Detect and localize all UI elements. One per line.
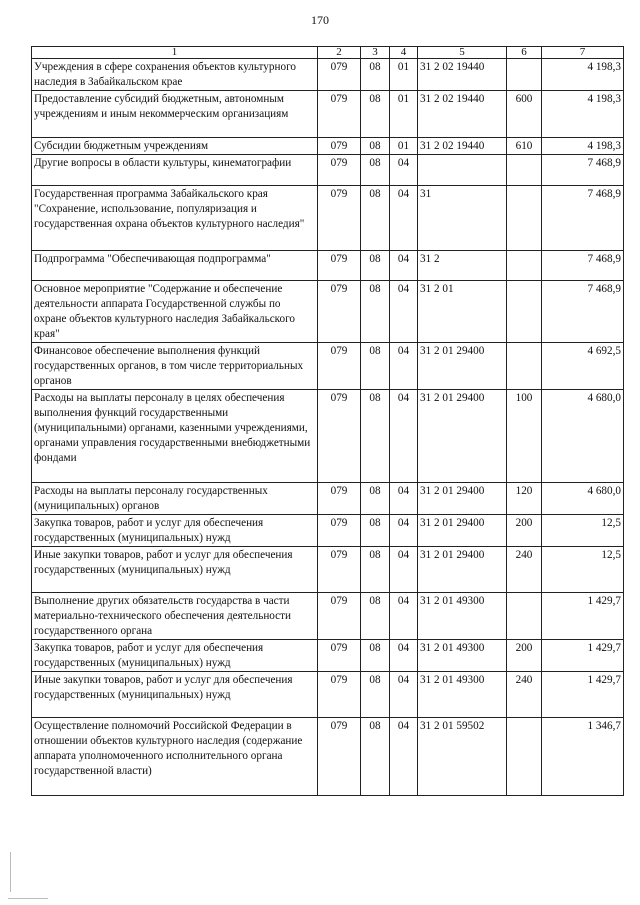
row-expense-type bbox=[507, 281, 542, 343]
row-amount: 1 429,7 bbox=[542, 593, 624, 640]
row-expense-type bbox=[507, 186, 542, 251]
row-name: Расходы на выплаты персоналу государственных (муниципальных) органов bbox=[32, 483, 318, 515]
row-grbs: 079 bbox=[318, 672, 361, 718]
table-row bbox=[32, 91, 624, 138]
row-target-article: 31 2 01 59502 bbox=[418, 718, 507, 796]
row-target-article: 31 2 01 bbox=[418, 281, 507, 343]
header-col-7: 7 bbox=[542, 47, 624, 59]
row-target-article: 31 2 02 19440 bbox=[418, 138, 507, 155]
row-amount: 4 198,3 bbox=[542, 59, 624, 91]
table-row bbox=[32, 515, 624, 547]
row-target-article: 31 2 01 29400 bbox=[418, 483, 507, 515]
row-subsection: 04 bbox=[390, 718, 418, 796]
row-grbs: 079 bbox=[318, 251, 361, 281]
table-row bbox=[32, 155, 624, 186]
row-subsection: 04 bbox=[390, 483, 418, 515]
row-expense-type bbox=[507, 251, 542, 281]
row-target-article: 31 2 01 29400 bbox=[418, 547, 507, 593]
row-subsection: 04 bbox=[390, 343, 418, 390]
row-grbs: 079 bbox=[318, 281, 361, 343]
row-amount: 4 692,5 bbox=[542, 343, 624, 390]
header-col-6: 6 bbox=[507, 47, 542, 59]
row-amount: 12,5 bbox=[542, 547, 624, 593]
row-name: Иные закупки товаров, работ и услуг для обеспечения государственных (муниципальных) нужд bbox=[32, 547, 318, 593]
table-row bbox=[32, 59, 624, 91]
row-grbs: 079 bbox=[318, 718, 361, 796]
row-section: 08 bbox=[361, 640, 390, 672]
row-name: Предоставление субсидий бюджетным, автономным учреждениям и иным некоммерческим организациям bbox=[32, 91, 318, 138]
row-amount: 1 429,7 bbox=[542, 640, 624, 672]
page-number: 170 bbox=[311, 13, 329, 27]
row-expense-type bbox=[507, 155, 542, 186]
header-col-5: 5 bbox=[418, 47, 507, 59]
row-section: 08 bbox=[361, 547, 390, 593]
row-grbs: 079 bbox=[318, 640, 361, 672]
row-target-article: 31 2 02 19440 bbox=[418, 59, 507, 91]
row-subsection: 04 bbox=[390, 186, 418, 251]
row-expense-type: 240 bbox=[507, 547, 542, 593]
table-row bbox=[32, 640, 624, 672]
row-grbs: 079 bbox=[318, 155, 361, 186]
header-col-2: 2 bbox=[318, 47, 361, 59]
row-name: Финансовое обеспечение выполнения функций государственных органов, в том числе территориальных органов bbox=[32, 343, 318, 390]
row-expense-type: 120 bbox=[507, 483, 542, 515]
row-target-article: 31 bbox=[418, 186, 507, 251]
row-name: Закупка товаров, работ и услуг для обеспечения государственных (муниципальных) нужд bbox=[32, 515, 318, 547]
row-target-article: 31 2 01 29400 bbox=[418, 343, 507, 390]
row-name: Закупка товаров, работ и услуг для обеспечения государственных (муниципальных) нужд bbox=[32, 640, 318, 672]
header-col-1: 1 bbox=[32, 47, 318, 59]
row-section: 08 bbox=[361, 59, 390, 91]
row-expense-type: 100 bbox=[507, 390, 542, 483]
table-row bbox=[32, 390, 624, 483]
row-target-article: 31 2 01 49300 bbox=[418, 672, 507, 718]
row-amount: 4 198,3 bbox=[542, 91, 624, 138]
row-section: 08 bbox=[361, 343, 390, 390]
row-section: 08 bbox=[361, 390, 390, 483]
row-subsection: 04 bbox=[390, 155, 418, 186]
header-col-4: 4 bbox=[390, 47, 418, 59]
row-subsection: 04 bbox=[390, 547, 418, 593]
row-name: Другие вопросы в области культуры, кинематографии bbox=[32, 155, 318, 186]
row-grbs: 079 bbox=[318, 390, 361, 483]
row-target-article: 31 2 01 49300 bbox=[418, 593, 507, 640]
row-grbs: 079 bbox=[318, 138, 361, 155]
header-row bbox=[32, 47, 624, 59]
row-expense-type bbox=[507, 593, 542, 640]
row-subsection: 01 bbox=[390, 91, 418, 138]
scan-bottom-line bbox=[8, 898, 48, 899]
table-row bbox=[32, 251, 624, 281]
row-subsection: 04 bbox=[390, 390, 418, 483]
row-subsection: 04 bbox=[390, 251, 418, 281]
table-row bbox=[32, 186, 624, 251]
row-expense-type bbox=[507, 718, 542, 796]
row-section: 08 bbox=[361, 281, 390, 343]
row-section: 08 bbox=[361, 515, 390, 547]
row-target-article: 31 2 bbox=[418, 251, 507, 281]
row-section: 08 bbox=[361, 718, 390, 796]
row-subsection: 01 bbox=[390, 59, 418, 91]
table-row bbox=[32, 483, 624, 515]
row-target-article: 31 2 01 49300 bbox=[418, 640, 507, 672]
row-name: Государственная программа Забайкальского края "Сохранение, использование, популяризация и государственная охрана объектов культурного наследия" bbox=[32, 186, 318, 251]
row-expense-type bbox=[507, 59, 542, 91]
row-grbs: 079 bbox=[318, 483, 361, 515]
table-row bbox=[32, 593, 624, 640]
table-row bbox=[32, 281, 624, 343]
row-grbs: 079 bbox=[318, 547, 361, 593]
row-expense-type: 200 bbox=[507, 640, 542, 672]
row-section: 08 bbox=[361, 593, 390, 640]
row-grbs: 079 bbox=[318, 515, 361, 547]
row-amount: 12,5 bbox=[542, 515, 624, 547]
row-amount: 4 680,0 bbox=[542, 483, 624, 515]
row-subsection: 04 bbox=[390, 593, 418, 640]
table-row bbox=[32, 672, 624, 718]
row-target-article bbox=[418, 155, 507, 186]
scan-margin-line bbox=[10, 852, 11, 892]
row-name: Учреждения в сфере сохранения объектов культурного наследия в Забайкальском крае bbox=[32, 59, 318, 91]
row-name: Выполнение других обязательств государства в части материально-технического обеспечения деятельности государственного органа bbox=[32, 593, 318, 640]
row-expense-type: 240 bbox=[507, 672, 542, 718]
row-grbs: 079 bbox=[318, 59, 361, 91]
row-section: 08 bbox=[361, 186, 390, 251]
row-grbs: 079 bbox=[318, 186, 361, 251]
table-row bbox=[32, 547, 624, 593]
row-subsection: 04 bbox=[390, 281, 418, 343]
row-section: 08 bbox=[361, 251, 390, 281]
row-subsection: 04 bbox=[390, 640, 418, 672]
row-expense-type bbox=[507, 343, 542, 390]
table-row bbox=[32, 138, 624, 155]
row-amount: 7 468,9 bbox=[542, 155, 624, 186]
row-subsection: 01 bbox=[390, 138, 418, 155]
row-amount: 4 680,0 bbox=[542, 390, 624, 483]
header-col-3: 3 bbox=[361, 47, 390, 59]
row-grbs: 079 bbox=[318, 91, 361, 138]
row-expense-type: 600 bbox=[507, 91, 542, 138]
row-target-article: 31 2 01 29400 bbox=[418, 390, 507, 483]
row-name: Субсидии бюджетным учреждениям bbox=[32, 138, 318, 155]
row-section: 08 bbox=[361, 483, 390, 515]
row-name: Подпрограмма "Обеспечивающая подпрограмма" bbox=[32, 251, 318, 281]
row-section: 08 bbox=[361, 138, 390, 155]
row-amount: 7 468,9 bbox=[542, 251, 624, 281]
row-name: Осуществление полномочий Российской Федерации в отношении объектов культурного наследия (содержание аппарата уполномоченного исполнительного органа государственной власти) bbox=[32, 718, 318, 796]
row-grbs: 079 bbox=[318, 593, 361, 640]
row-amount: 1 346,7 bbox=[542, 718, 624, 796]
row-expense-type: 610 bbox=[507, 138, 542, 155]
budget-table bbox=[31, 46, 624, 796]
table-row bbox=[32, 718, 624, 796]
table-row bbox=[32, 343, 624, 390]
row-grbs: 079 bbox=[318, 343, 361, 390]
row-section: 08 bbox=[361, 672, 390, 718]
row-amount: 1 429,7 bbox=[542, 672, 624, 718]
row-subsection: 04 bbox=[390, 672, 418, 718]
row-section: 08 bbox=[361, 91, 390, 138]
row-subsection: 04 bbox=[390, 515, 418, 547]
row-amount: 7 468,9 bbox=[542, 186, 624, 251]
row-name: Иные закупки товаров, работ и услуг для обеспечения государственных (муниципальных) нужд bbox=[32, 672, 318, 718]
row-name: Основное мероприятие "Содержание и обеспечение деятельности аппарата Государственной службы по охране объектов культурного наследия Забайкальского края" bbox=[32, 281, 318, 343]
row-amount: 4 198,3 bbox=[542, 138, 624, 155]
row-amount: 7 468,9 bbox=[542, 281, 624, 343]
row-expense-type: 200 bbox=[507, 515, 542, 547]
row-section: 08 bbox=[361, 155, 390, 186]
row-name: Расходы на выплаты персоналу в целях обеспечения выполнения функций государственными (муниципальными) органами, казенными учреждениями, органами управления государственными внебюджетными фондами bbox=[32, 390, 318, 483]
row-target-article: 31 2 02 19440 bbox=[418, 91, 507, 138]
row-target-article: 31 2 01 29400 bbox=[418, 515, 507, 547]
